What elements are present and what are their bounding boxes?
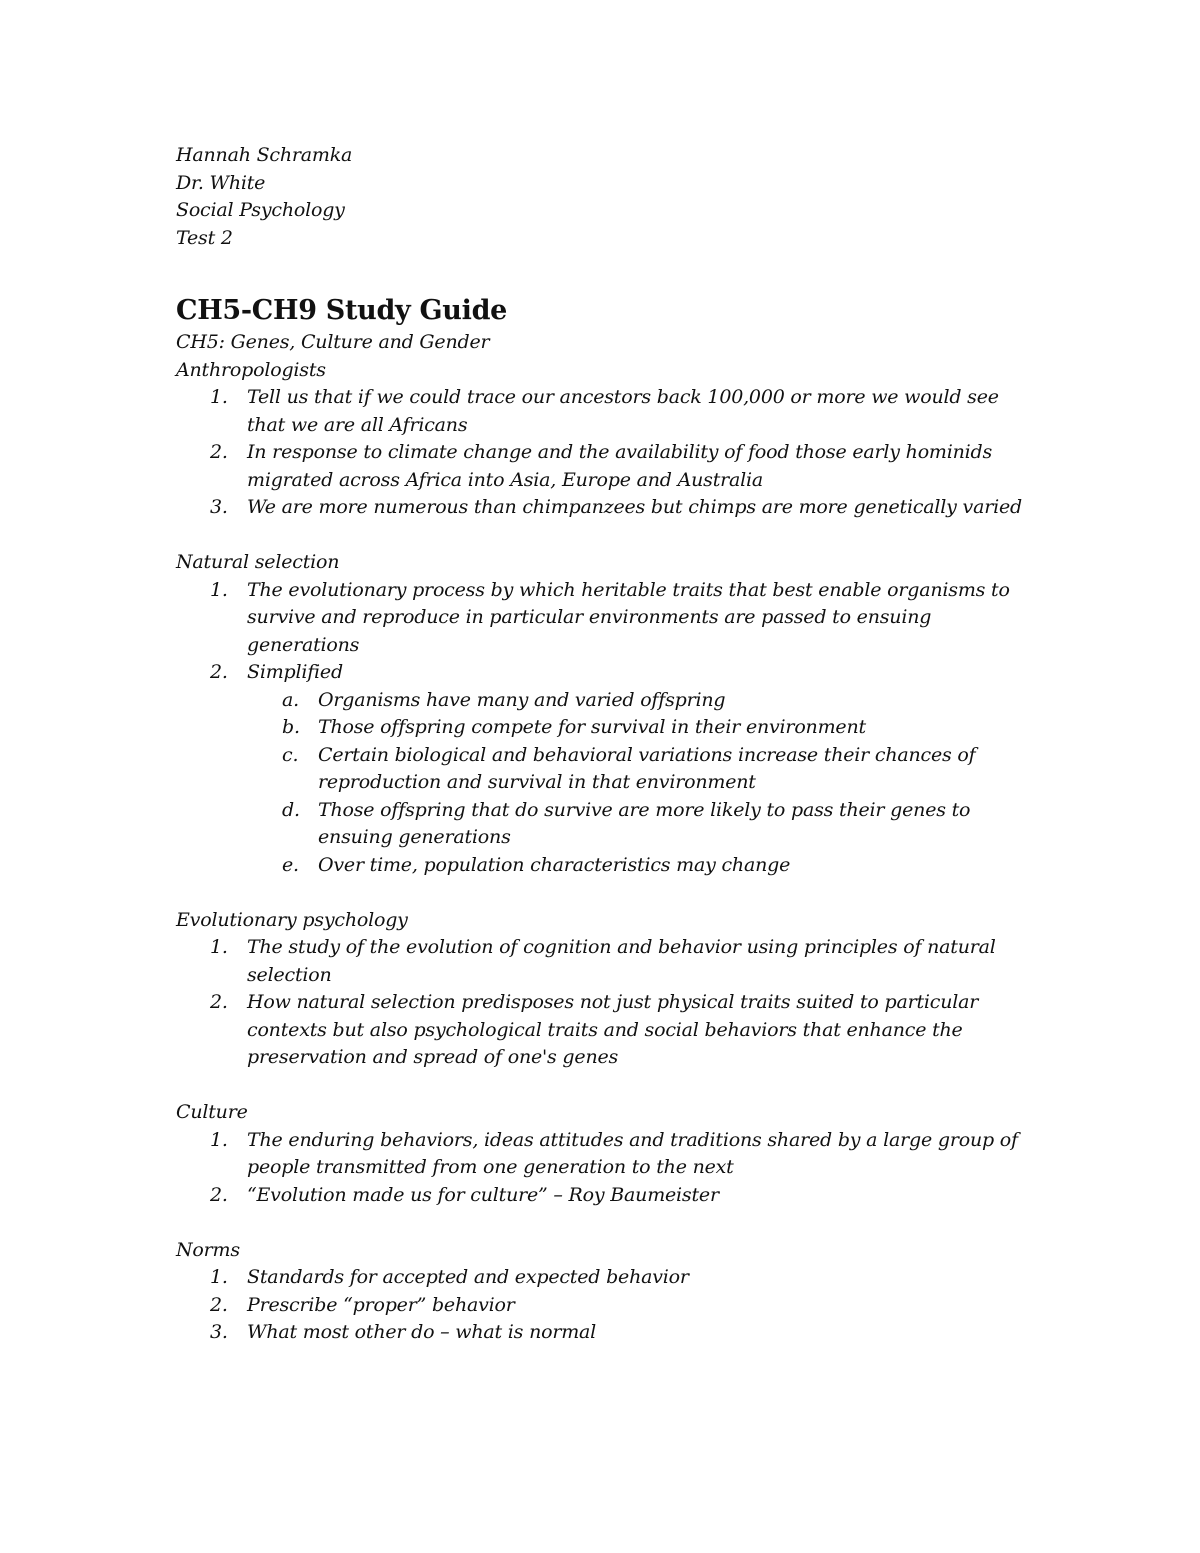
list-marker: 1. xyxy=(210,578,228,601)
document-content xyxy=(176,142,1036,1374)
list-marker: 3. xyxy=(210,496,228,518)
list-marker: 1. xyxy=(210,386,228,408)
section-culture xyxy=(176,1099,1036,1209)
list-item-text: The enduring behaviors, ideas attitudes and traditions shared by a large group of people transmitted from one generation to the next xyxy=(247,1128,1018,1178)
list-marker: 1. xyxy=(210,1128,228,1151)
section-anthropologists xyxy=(176,357,1036,522)
sub-list-item-text: Those offspring that do survive are more likely to pass their genes to ensuing generations xyxy=(318,798,971,848)
section-label: Evolutionary psychology xyxy=(176,908,408,931)
list-item-text: Prescribe “proper” behavior xyxy=(247,1293,515,1316)
list-marker: 3. xyxy=(210,1321,228,1343)
section-label: Norms xyxy=(176,1238,240,1261)
list-item-text: The evolutionary process by which heritable traits that best enable organisms to survive and reproduce in particular environments are passed to ensuing generations xyxy=(247,578,1010,656)
list-item xyxy=(176,384,1036,439)
list-item-text: How natural selection predisposes not just physical traits suited to particular contexts but also psychological traits and social behaviors that enhance the preservation and spread of one's genes xyxy=(247,991,979,1068)
sub-list-item xyxy=(176,852,1036,880)
section-evolutionary-psychology xyxy=(176,907,1036,1072)
numbered-list xyxy=(176,1127,1036,1210)
list-item xyxy=(176,439,1036,494)
list-item xyxy=(176,659,1036,879)
list-item xyxy=(176,1319,1036,1347)
list-item-text: What most other do – what is normal xyxy=(247,1321,597,1343)
list-marker: d. xyxy=(282,798,300,821)
list-item xyxy=(176,934,1036,989)
sub-list-item xyxy=(176,714,1036,742)
sub-list-item-text: Organisms have many and varied offspring xyxy=(318,688,726,711)
list-item-text: We are more numerous than chimpanzees but chimps are more genetically varied xyxy=(247,496,1022,518)
sub-list-item-text: Certain biological and behavioral variations increase their chances of reproduction and survival in that environment xyxy=(318,743,976,793)
list-marker: 1. xyxy=(210,1266,228,1288)
list-marker: 2. xyxy=(210,991,228,1013)
list-item xyxy=(176,577,1036,660)
section-natural-selection xyxy=(176,549,1036,879)
numbered-list xyxy=(176,934,1036,1072)
numbered-list xyxy=(176,1264,1036,1347)
list-item-text: Standards for accepted and expected behavior xyxy=(247,1266,689,1288)
list-item xyxy=(176,1264,1036,1292)
chapter-heading: CH5: Genes, Culture and Gender xyxy=(176,331,490,353)
list-marker: a. xyxy=(282,688,299,711)
sub-list-item-text: Over time, population characteristics may change xyxy=(318,853,791,876)
list-item-text: Simplified xyxy=(247,661,343,683)
test-name: Test 2 xyxy=(176,226,233,249)
section-label: Anthropologists xyxy=(176,358,326,381)
list-item-text: “Evolution made us for culture” – Roy Baumeister xyxy=(247,1183,719,1206)
list-marker: 1. xyxy=(210,936,228,958)
list-marker: b. xyxy=(282,716,300,738)
list-item xyxy=(176,1292,1036,1320)
list-item xyxy=(176,1182,1036,1210)
sub-list-item-text: Those offspring compete for survival in their environment xyxy=(318,716,866,738)
section-label: Natural selection xyxy=(176,551,340,573)
list-marker: c. xyxy=(282,743,299,766)
sub-list-item xyxy=(176,687,1036,715)
list-marker: 2. xyxy=(210,441,228,463)
sub-list-item xyxy=(176,797,1036,852)
numbered-list xyxy=(176,577,1036,880)
page-title: CH5-CH9 Study Guide xyxy=(176,295,508,326)
numbered-list xyxy=(176,384,1036,522)
list-marker: 2. xyxy=(210,661,228,683)
section-norms xyxy=(176,1237,1036,1347)
instructor-name: Dr. White xyxy=(176,171,266,194)
list-marker: e. xyxy=(282,853,299,876)
author-name: Hannah Schramka xyxy=(176,144,353,166)
list-marker: 2. xyxy=(210,1293,228,1316)
list-marker: 2. xyxy=(210,1183,228,1206)
list-item-text: The study of the evolution of cognition and behavior using principles of natural selection xyxy=(247,936,996,986)
section-label: Culture xyxy=(176,1101,248,1123)
list-item xyxy=(176,989,1036,1072)
list-item-text: Tell us that if we could trace our ancestors back 100,000 or more we would see that we are all Africans xyxy=(247,386,999,436)
lettered-list xyxy=(247,687,1036,880)
list-item-text: In response to climate change and the availability of food those early hominids migrated across Africa into Asia, Europe and Australia xyxy=(247,441,993,491)
list-item xyxy=(176,494,1036,522)
list-item xyxy=(176,1127,1036,1182)
sub-list-item xyxy=(176,742,1036,797)
header-block xyxy=(176,142,1036,252)
course-name: Social Psychology xyxy=(176,199,345,221)
